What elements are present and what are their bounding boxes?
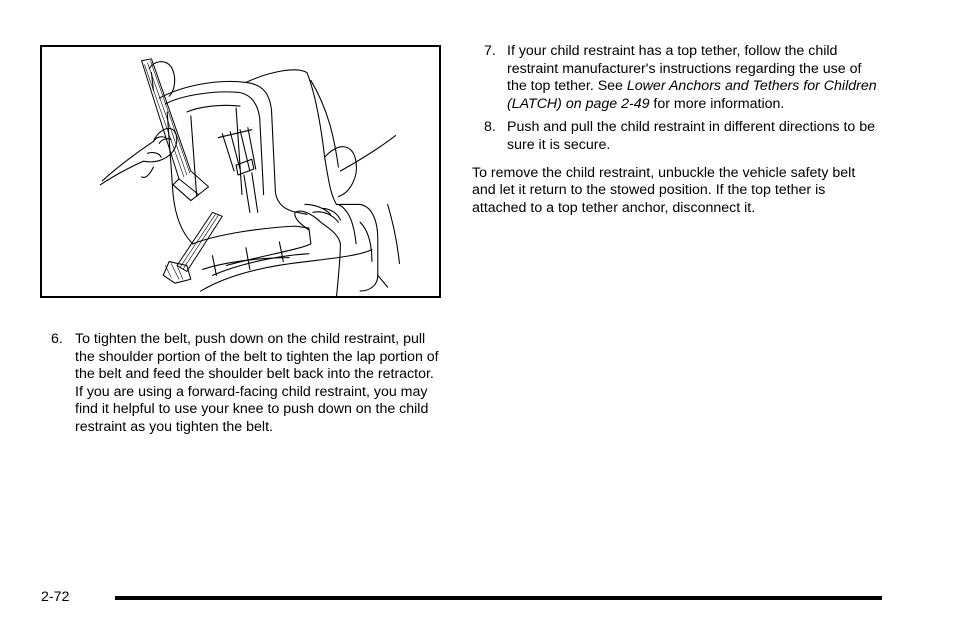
step-7-text [507, 43, 882, 113]
footer-rule [115, 596, 882, 600]
step-8 [472, 119, 882, 154]
step-7-text-before: If your child restraint has a top tether, follow the child restraint manufacturer's instructions regarding the use of the top tether. See [507, 43, 862, 95]
latch-reference-link[interactable]: Lower Anchors and Tethers for Children (LATCH) on page 2-49 [507, 78, 877, 112]
child-seat-shell [159, 81, 307, 214]
seat-back-outline [246, 70, 378, 291]
step-7-text-after: for more information. [649, 95, 785, 112]
step-6-number: 6. [51, 331, 63, 347]
page-number: 2-72 [41, 589, 70, 605]
right-column [472, 43, 882, 217]
step-8-text: Push and pull the child restraint in different directions to be sure it is secure. [507, 119, 876, 153]
step-7 [472, 43, 882, 113]
child-restraint-installation-illustration [42, 47, 439, 296]
right-hand [295, 211, 341, 296]
step-6 [51, 331, 443, 437]
removal-paragraph: To remove the child restraint, unbuckle the vehicle safety belt and let it return to the stowed position. If the top tether is attached to a top tether anchor, disconnect it. [472, 164, 856, 216]
step-7-number: 7. [484, 43, 496, 59]
step-6-text: To tighten the belt, push down on the child restraint, pull the shoulder portion of the belt to tighten the lap portion of the belt and feed the shoulder belt back into the retractor. If you are using a forward-facing child restraint, you may find it helpful to use your knee to push down on the child restraint as you tighten the belt. [75, 331, 439, 435]
child-restraint-illustration [40, 45, 441, 298]
step-8-number: 8. [484, 119, 496, 136]
left-column [51, 331, 443, 443]
